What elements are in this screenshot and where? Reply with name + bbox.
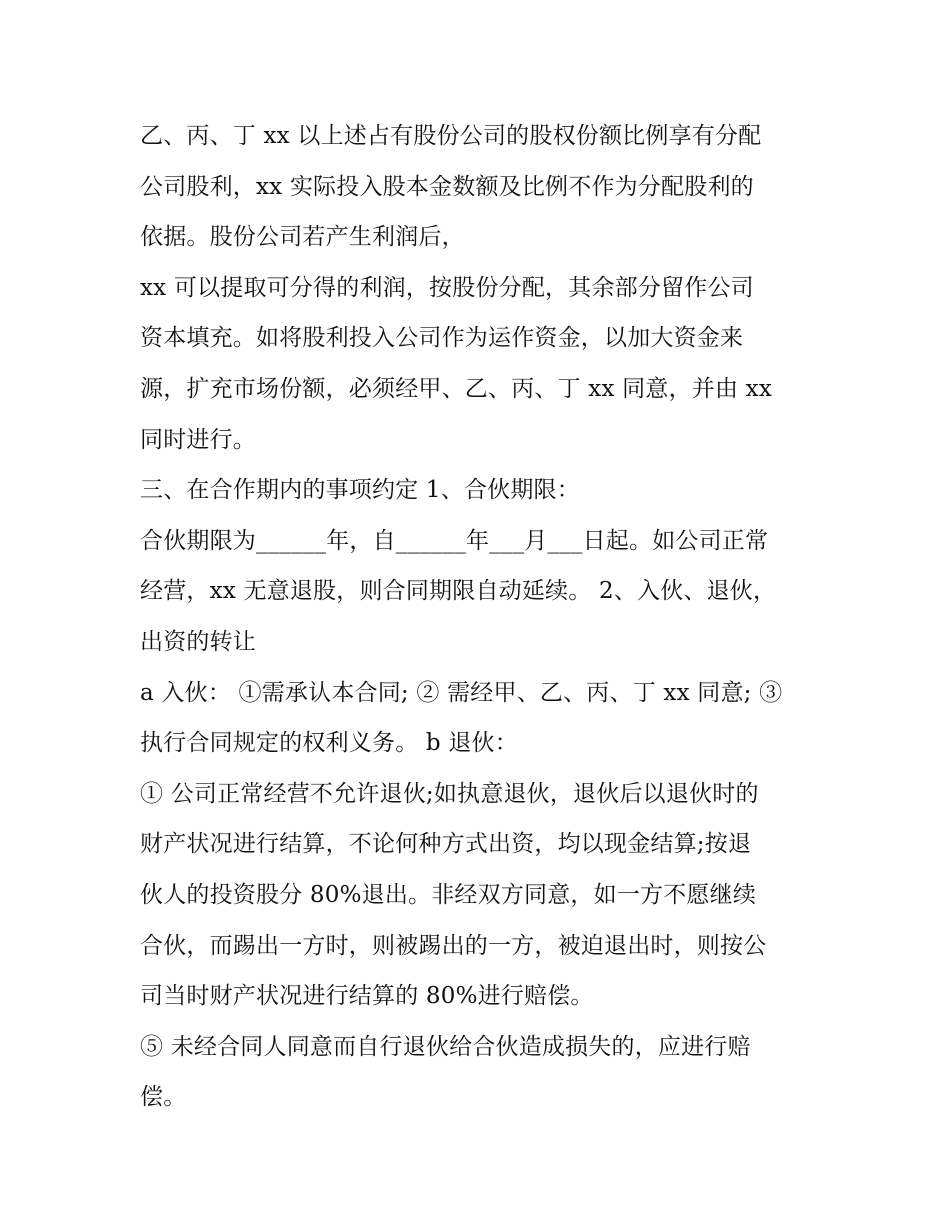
text-line-16: 伙人的投资股分 80%退出。非经双方同意，如一方不愿继续 <box>140 881 757 908</box>
text-line-18: 司当时财产状况进行结算的 80%进行赔偿。 <box>140 983 594 1010</box>
text-line-7: 同时进行。 <box>140 426 256 453</box>
text-line-9: 合伙期限为______年，自______年___月___日起。如公司正常 <box>140 527 769 554</box>
section-heading-3: 三、在合作期内的事项约定 1、合伙期限： <box>140 477 580 504</box>
text-line-13: 执行合同规定的权利义务。 b 退伙： <box>140 730 518 757</box>
text-line-6: 源，扩充市场份额，必须经甲、乙、丙、丁 xx 同意，并由 xx <box>140 375 773 402</box>
text-line-12: a 入伙： ①需承认本合同; ② 需经甲、乙、丙、丁 xx 同意; ③ <box>140 679 783 706</box>
text-line-1: 乙、丙、丁 xx 以上述占有股份公司的股权份额比例享有分配 <box>140 123 762 149</box>
text-line-5: 资本填充。如将股利投入公司作为运作资金，以加大资金来 <box>140 325 744 352</box>
text-line-2: 公司股利，xx 实际投入股本金数额及比例不作为分配股利的 <box>140 173 754 200</box>
text-line-15: 财产状况进行结算，不论何种方式出资，均以现金结算;按退 <box>140 831 752 858</box>
text-line-4: xx 可以提取可分得的利润，按股份分配，其余部分留作公司 <box>140 274 754 301</box>
text-line-10: 经营，xx 无意退股，则合同期限自动延续。 2、入伙、退伙， <box>140 578 777 605</box>
text-line-14: ① 公司正常经营不允许退伙;如执意退伙，退伙后以退伙时的 <box>140 780 759 807</box>
text-line-3: 依据。股份公司若产生利润后， <box>140 224 465 251</box>
text-line-17: 合伙，而踢出一方时，则被踢出的一方，被迫退出时，则按公 <box>140 932 767 959</box>
text-line-20: 偿。 <box>140 1084 187 1111</box>
text-line-11: 出资的转让 <box>140 628 256 655</box>
text-line-19: ⑤ 未经合同人同意而自行退伙给合伙造成损失的，应进行赔 <box>140 1033 751 1060</box>
